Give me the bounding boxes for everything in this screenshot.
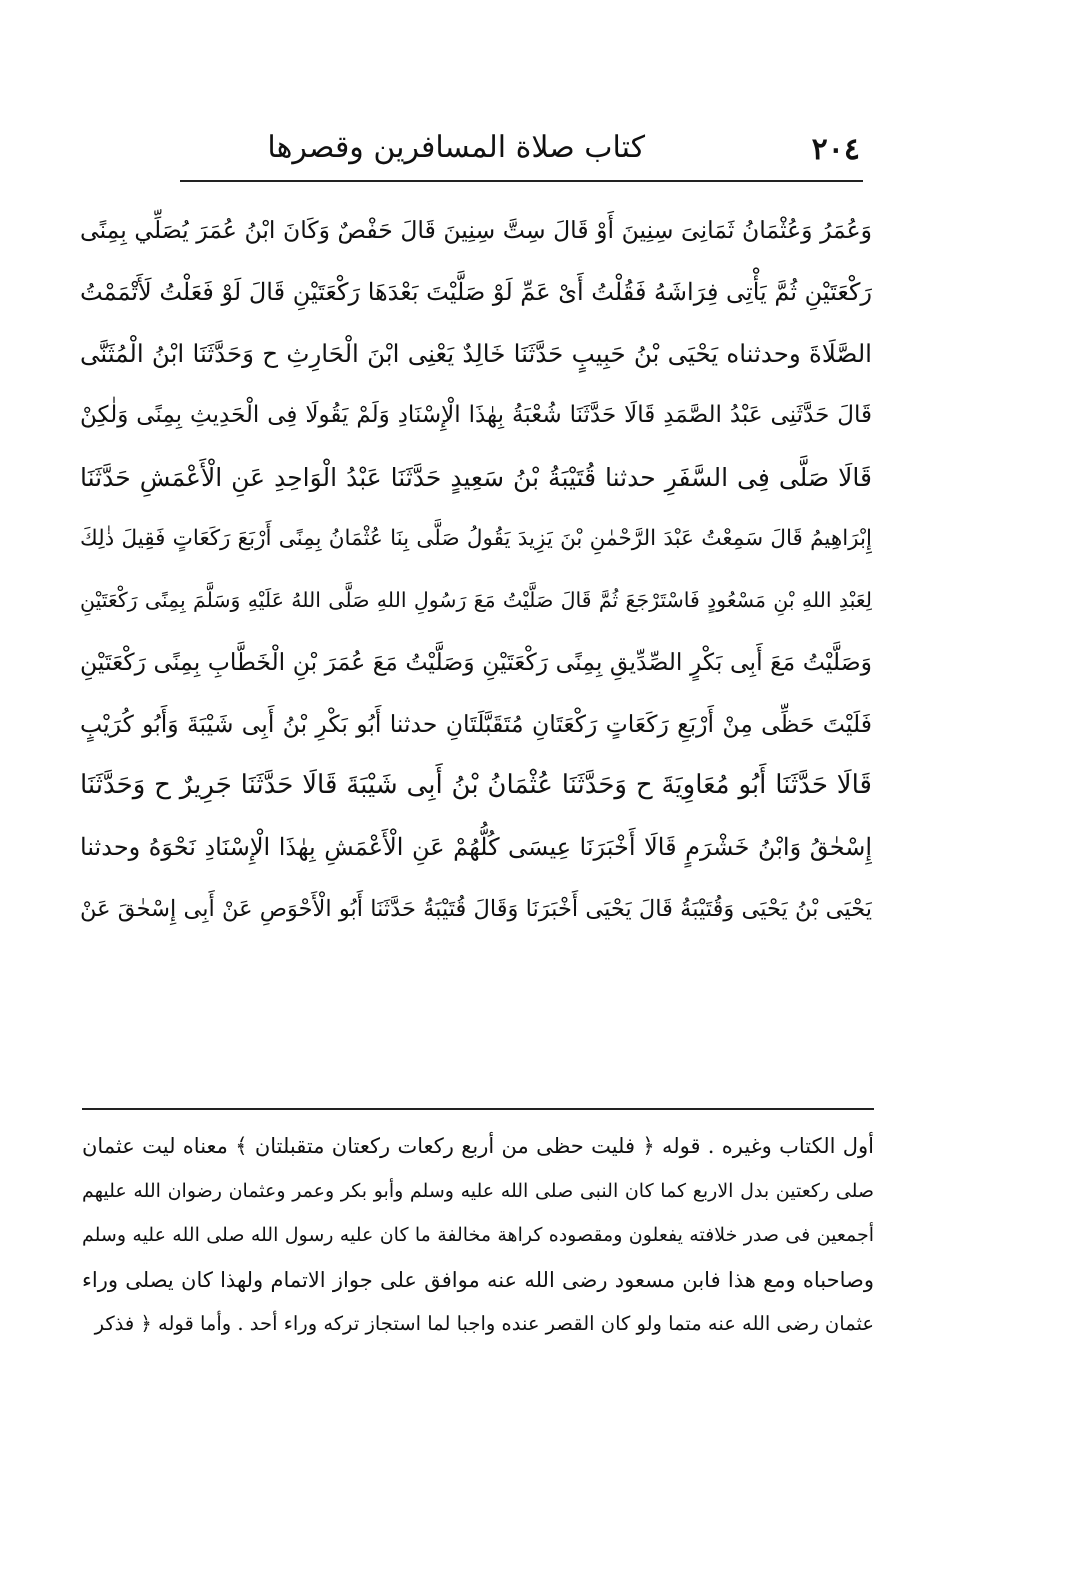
main-text-line: قَالَا صَلَّى فِى السَّفَرِ حدثنا قُتَيْبَةُ بْنُ سَعِيدٍ حَدَّثَنَا عَبْدُ الْوَاحِدِ عَنِ الْأَعْمَشِ حَدَّثَنَا (80, 462, 872, 492)
page-number: ٢٠٤ (811, 132, 860, 167)
main-text-line: إِبْرَاهِيمُ قَالَ سَمِعْتُ عَبْدَ الرَّحْمٰنِ بْنَ يَزِيدَ يَقُولُ صَلَّى بِنَا عُثْمَانُ بِمِنًى أَرْبَعَ رَكَعَاتٍ فَقِيلَ ذٰلِكَ (80, 526, 872, 552)
main-text-line: قَالَا حَدَّثَنَا أَبُو مُعَاوِيَةَ ح وَحَدَّثَنَا عُثْمَانُ بْنُ أَبِى شَيْبَةَ قَالَا حَدَّثَنَا جَرِيرٌ ح وَحَدَّثَنَا (80, 770, 872, 801)
footnote-line: أول الكتاب وغيره . قوله ﴿ فليت حظى من أربع ركعات ركعتان متقبلتان ﴾ معناه ليت عثمان (82, 1134, 874, 1158)
footnote-line: عثمان رضى الله عنه متما ولو كان القصر عنده واجبا لما استجاز تركه وراء أحد . وأما قوله ﴿ فذكر (94, 1312, 874, 1335)
main-text-line: إِسْحٰقُ وَابْنُ خَشْرَمٍ قَالَا أَخْبَرَنَا عِيسَى كُلُّهُمْ عَنِ الْأَعْمَشِ بِهٰذَا الْإِسْنَادِ نَحْوَهُ وحدثنا (80, 832, 872, 861)
main-text-line: وَعُمَرُ وَعُثْمَانُ ثَمَانِىَ سِنِينَ أَوْ قَالَ سِتَّ سِنِينَ قَالَ حَفْصٌ وَكَانَ ابْنُ عُمَرَ يُصَلِّي بِمِنًى (80, 216, 872, 244)
footnote-line: صلى ركعتين بدل الاربع كما كان النبى صلى الله عليه وسلم وأبو بكر وعمر وعثمان رضوان الله عليهم (82, 1179, 874, 1202)
footnote-divider (82, 1108, 874, 1110)
main-text-line: فَلَيْتَ حَظِّى مِنْ أَرْبَعِ رَكَعَاتٍ رَكْعَتَانِ مُتَقَبَّلَتَانِ حدثنا أَبُو بَكْرِ بْنُ أَبِى شَيْبَةَ وَأَبُو كُرَيْبٍ (80, 709, 872, 738)
running-title: كتاب صلاة المسافرين وقصرها (267, 130, 645, 165)
footnote-line: أجمعين فى صدر خلافته يفعلون ومقصوده كراهة مخالفة ما كان عليه رسول الله صلى الله عليه وسلم (82, 1224, 874, 1246)
main-text-block (80, 200, 872, 940)
main-text-line: قَالَ حَدَّثَنِى عَبْدُ الصَّمَدِ قَالَا حَدَّثَنَا شُعْبَةُ بِهٰذَا الْإِسْنَادِ وَلَمْ يَقُولَا فِى الْحَدِيثِ بِمِنًى وَلٰكِنْ (80, 402, 872, 429)
footnote-line: وصاحباه ومع هذا فابن مسعود رضى الله عنه موافق على جواز الاتمام ولهذا كان يصلى وراء (82, 1267, 874, 1292)
header-divider (180, 180, 863, 182)
footnote-block (82, 1124, 874, 1347)
main-text-line: وَصَلَّيْتُ مَعَ أَبِى بَكْرٍ الصِّدِّيقِ بِمِنًى رَكْعَتَيْنِ وَصَلَّيْتُ مَعَ عُمَرَ بْنِ الْخَطَّابِ بِمِنًى رَكْعَتَيْنِ (80, 647, 872, 676)
main-text-line: لِعَبْدِ اللهِ بْنِ مَسْعُودٍ فَاسْتَرْجَعَ ثُمَّ قَالَ صَلَّيْتُ مَعَ رَسُولِ اللهِ صَلَّى اللهُ عَلَيْهِ وَسَلَّمَ بِمِنًى رَكْعَتَيْنِ (80, 588, 872, 613)
main-text-line: رَكْعَتَيْنِ ثُمَّ يَأْتِى فِرَاشَهُ فَقُلْتُ أَىْ عَمِّ لَوْ صَلَّيْتَ بَعْدَهَا رَكْعَتَيْنِ قَالَ لَوْ فَعَلْتُ لَأَتْمَمْتُ (80, 277, 872, 306)
main-text-line: يَحْيَى بْنُ يَحْيَى وَقُتَيْبَةُ قَالَ يَحْيَى أَخْبَرَنَا وَقَالَ قُتَيْبَةُ حَدَّثَنَا أَبُو الْأَحْوَصِ عَنْ أَبِى إِسْحٰقَ عَنْ (80, 895, 872, 922)
page-header (180, 128, 860, 174)
main-text-line: الصَّلَاةَ وحدثناه يَحْيَى بْنُ حَبِيبٍ حَدَّثَنَا خَالِدٌ يَعْنِى ابْنَ الْحَارِثِ ح وَحَدَّثَنَا ابْنُ الْمُثَنَّى (80, 339, 872, 369)
